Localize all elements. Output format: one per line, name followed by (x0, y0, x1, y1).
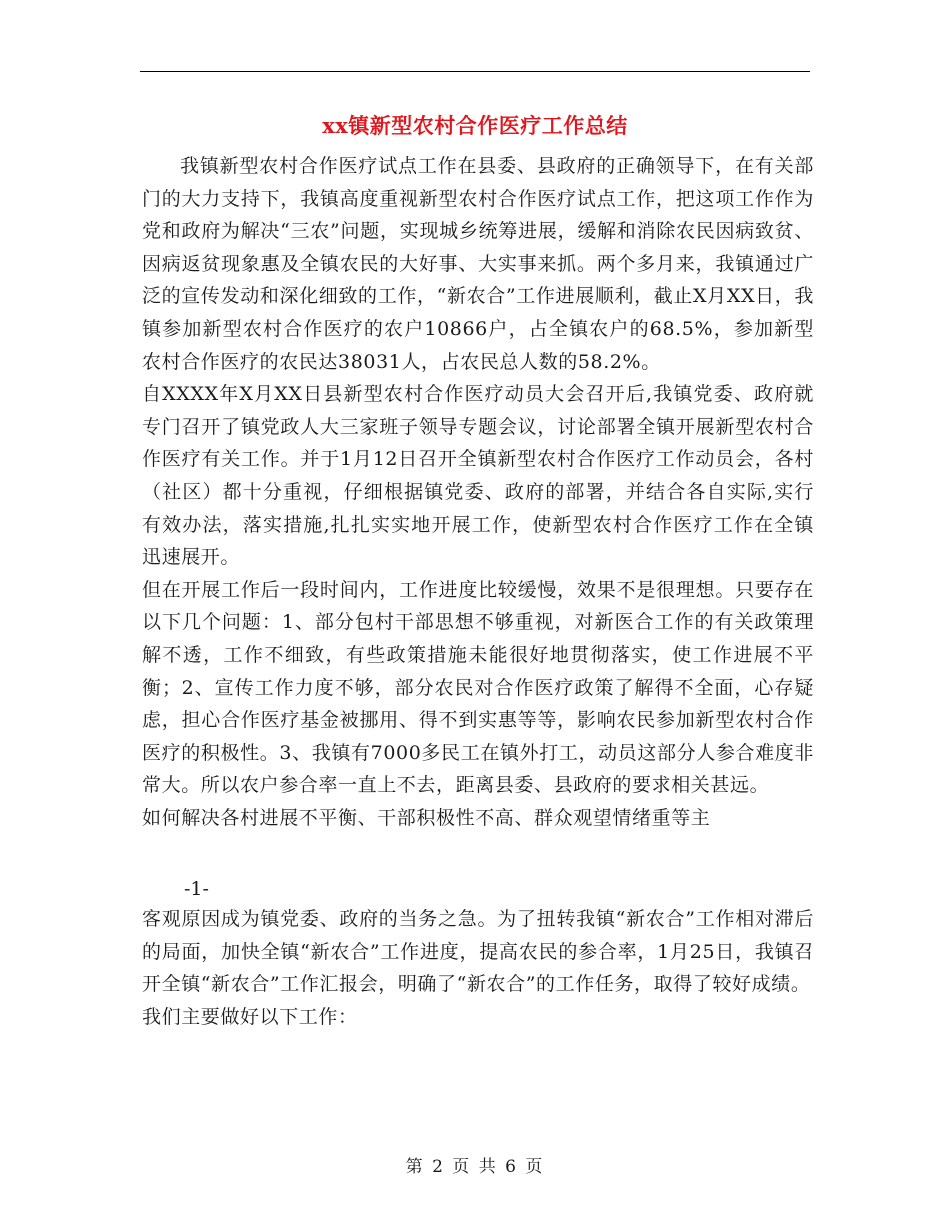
page-footer: 第 2 页 共 6 页 (405, 1157, 545, 1177)
header-rule (140, 71, 810, 72)
paragraph-problems: 但在开展工作后一段时间内，工作进度比较缓慢，效果不是很理想。只要存在以下几个问题：1、部分包村干部思想不够重视，对新医合工作的有关政策理解不透，工作不细致，有些政策措施未能很好地贯彻落实，使工作进展不平衡；2、宣传工作力度不够，部分农民对合作医疗政策了解得不全面，心存疑虑，担心合作医疗基金被挪用、得不到实惠等等，影响农民参加新型农村合作医疗的积极性。3、我镇有7000多民工在镇外打工，动员这部分人参合难度非常大。所以农户参合率一直上不去，距离县委、县政府的要求相关甚远。 (142, 578, 814, 797)
body-text-lower (142, 903, 814, 1033)
paragraph-intro: 我镇新型农村合作医疗试点工作在县委、县政府的正确领导下，在有关部门的大力支持下，我镇高度重视新型农村合作医疗试点工作，把这项工作作为党和政府为解决“三农”问题，实现城乡统筹进展，缓解和消除农民因病致贫、因病返贫现象惠及全镇农民的大好事、大实事来抓。两个多月来，我镇通过广泛的宣传发动和深化细致的工作，“新农合”工作进展顺利，截止X月XX日，我镇参加新型农村合作医疗的农户10866户，占全镇农户的68.5%，参加新型农村合作医疗的农民达38031人，占农民总人数的58.2%。 (142, 155, 814, 373)
document-title: xx镇新型农村合作医疗工作总结 (322, 113, 628, 138)
inner-page-marker: -1- (184, 878, 209, 900)
body-text-upper (142, 150, 814, 834)
paragraph-measures: 客观原因成为镇党委、政府的当务之急。为了扭转我镇“新农合”工作相对滞后的局面，加快全镇“新农合”工作进度，提高农民的参合率，1月25日，我镇召开全镇“新农合”工作汇报会，明确了“新农合”的工作任务，取得了较好成绩。 (142, 908, 814, 996)
paragraph-mobilization: 自XXXX年X月XX日县新型农村合作医疗动员大会召开后,我镇党委、政府就专门召开了镇党政人大三家班子领导专题会议，讨论部署全镇开展新型农村合作医疗有关工作。并于1月12日召开全镇新型农村合作医疗工作动员会，各村（社区）都十分重视，仔细根据镇党委、政府的部署，并结合各自实际,实行有效办法，落实措施,扎扎实实地开展工作，使新型农村合作医疗工作在全镇迅速展开。 (142, 383, 814, 569)
paragraph-question: 如何解决各村进展不平衡、干部积极性不高、群众观望情绪重等主 (142, 806, 711, 829)
paragraph-work-list: 我们主要做好以下工作： (142, 1005, 358, 1028)
